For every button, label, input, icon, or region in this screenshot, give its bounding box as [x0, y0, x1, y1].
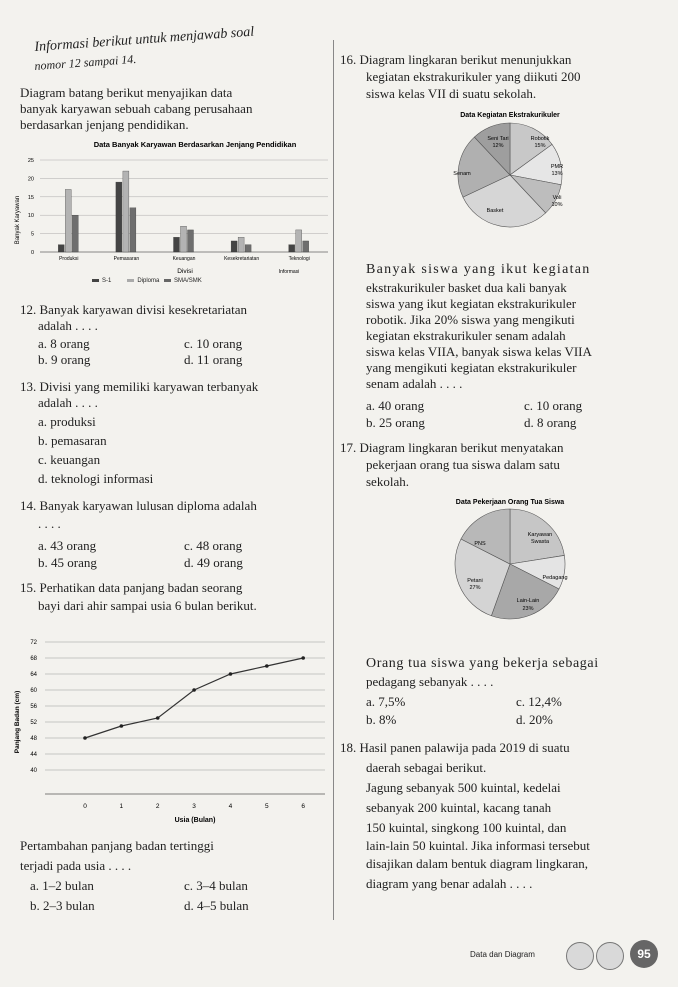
- bar-category-label: Produksi: [59, 256, 79, 262]
- q18-line-2: daerah sebagai berikut.: [366, 760, 487, 775]
- bar-chart-xlabel: Divisi: [177, 268, 193, 275]
- q17-after-2: pedagang sebanyak . . . .: [366, 674, 494, 689]
- line-xtick-label: 2: [155, 803, 160, 810]
- q12-option-c[interactable]: c. 10 orang: [184, 336, 243, 351]
- bar-keuangan-diploma: [181, 226, 187, 252]
- q15-option-d[interactable]: d. 4–5 bulan: [184, 898, 249, 913]
- footer-circle-2: [596, 942, 624, 970]
- line-ytick-label: 56: [30, 704, 37, 710]
- q13-option-d[interactable]: d. teknologi informasi: [38, 471, 154, 486]
- pie2-petani: Petani: [467, 578, 483, 584]
- bar-ytick-label: 25: [27, 158, 34, 164]
- intro-heading-1: Informasi berikut untuk menjawab soal: [34, 24, 255, 55]
- bar-keuangan-sma-smk: [188, 230, 194, 252]
- bar-produksi-sma-smk: [72, 215, 78, 252]
- q18-line-3: Jagung sebanyak 500 kuintal, kedelai: [366, 780, 561, 795]
- q16-stem-1: 16. Diagram lingkaran berikut menunjukkan: [340, 52, 572, 67]
- pie1-seni-pct: 12%: [492, 143, 504, 149]
- pie2-title: Data Pekerjaan Orang Tua Siswa: [455, 499, 565, 506]
- q13-stem-2: adalah . . . .: [38, 395, 98, 410]
- bar-ytick-label: 20: [27, 176, 34, 183]
- line-xtick-label: 5: [265, 803, 269, 810]
- q12-stem-1: 12. Banyak karyawan divisi kesekretariatan: [20, 302, 248, 317]
- line-xtick-label: 4: [228, 803, 233, 810]
- line-xtick-label: 3: [192, 803, 196, 810]
- line-ytick-label: 64: [30, 672, 37, 678]
- q14-option-c[interactable]: c. 48 orang: [184, 538, 243, 553]
- pie2-petani-pct: 27%: [469, 585, 481, 591]
- q12-option-b[interactable]: b. 9 orang: [38, 352, 91, 367]
- line-chart-xlabel: Usia (Bulan): [174, 817, 216, 824]
- q14-stem-1: 14. Banyak karyawan lulusan diploma adalah: [20, 498, 257, 513]
- line-point-month-1: [120, 724, 124, 728]
- q16-option-a[interactable]: a. 40 orang: [366, 398, 425, 413]
- bar-kesekretariatan-sma-smk: [245, 245, 251, 252]
- line-chart-ylabel: Panjang Badan (cm): [14, 690, 21, 754]
- q15-stem-1: 15. Perhatikan data panjang badan seorang: [20, 580, 243, 595]
- q16-option-c[interactable]: c. 10 orang: [524, 398, 583, 413]
- q18-line-7: disajikan dalam bentuk diagram lingkaran,: [366, 856, 589, 871]
- line-ytick-label: 72: [30, 640, 37, 646]
- line-ytick-label: 60: [30, 688, 37, 694]
- pie1-voli-label: Voli: [552, 195, 562, 201]
- line-point-month-4: [229, 672, 233, 676]
- q16-para-3: siswa yang ikut kegiatan ekstrakurikuler: [366, 296, 577, 311]
- q13-stem-1: 13. Divisi yang memiliki karyawan terbanyak: [20, 379, 259, 394]
- q12-stem-2: adalah . . . .: [38, 318, 98, 333]
- bar-ytick-label: 15: [27, 194, 34, 201]
- q18-line-8: diagram yang benar adalah . . . .: [366, 876, 533, 891]
- bar-chart: [10, 135, 330, 285]
- bar-chart-title: Data Banyak Karyawan Berdasarkan Jenjang Pendidikan: [93, 140, 297, 149]
- line-xtick-label: 0: [83, 803, 87, 810]
- q17-stem-3: sekolah.: [366, 474, 409, 489]
- q18-line-5: 150 kuintal, singkong 100 kuintal, dan: [366, 820, 567, 835]
- line-chart: [5, 632, 325, 827]
- q13-option-b[interactable]: b. pemasaran: [38, 433, 107, 448]
- intro-heading-2: nomor 12 sampai 14.: [34, 51, 137, 73]
- q17-option-d[interactable]: d. 20%: [516, 712, 553, 727]
- q16-para-2: ekstrakurikuler basket dua kali banyak: [366, 280, 567, 295]
- bar-category-label: Keuangan: [172, 256, 196, 262]
- pie1-robotik-label: Robotik: [530, 136, 550, 142]
- q17-stem-2: pekerjaan orang tua siswa dalam satu: [366, 457, 560, 472]
- q17-option-a[interactable]: a. 7,5%: [366, 694, 406, 709]
- bar-ytick-label: 0: [30, 250, 34, 256]
- bar-pemasaran-sma-smk: [130, 208, 136, 252]
- bar-teknologi-informasi-s-1: [289, 245, 295, 252]
- q14-option-b[interactable]: b. 45 orang: [38, 555, 97, 570]
- q16-option-b[interactable]: b. 25 orang: [366, 415, 425, 430]
- bar-chart-ylabel: Banyak Karyawan: [15, 195, 21, 245]
- legend-s1: S-1: [92, 278, 111, 284]
- q15-stem-2: bayi dari ahir sampai usia 6 bulan berikut.: [38, 598, 257, 613]
- q16-stem-2: kegiatan ekstrakurikuler yang diikuti 200: [366, 69, 581, 84]
- line-ytick-label: 44: [30, 752, 37, 758]
- bar-keuangan-s-1: [174, 237, 180, 252]
- column-divider: [333, 40, 334, 920]
- q15-after-2: terjadi pada usia . . . .: [20, 858, 132, 873]
- q17-stem-1: 17. Diagram lingkaran berikut menyatakan: [340, 440, 564, 455]
- q17-option-b[interactable]: b. 8%: [366, 712, 397, 727]
- q16-option-d[interactable]: d. 8 orang: [524, 415, 577, 430]
- q15-option-a[interactable]: a. 1–2 bulan: [30, 878, 94, 893]
- bar-produksi-s-1: [58, 245, 64, 252]
- pie2-pns: PNS: [474, 541, 486, 547]
- intro-line-1: Diagram batang berikut menyajikan data: [20, 85, 233, 100]
- bar-chart-cat-extra: Informasi: [278, 269, 300, 275]
- q14-stem-2: . . . .: [38, 516, 61, 531]
- legend-diploma: Diploma SMA/SMK: [127, 278, 201, 284]
- intro-line-2: banyak karyawan sebuah cabang perusahaan: [20, 101, 253, 116]
- q15-option-c[interactable]: c. 3–4 bulan: [184, 878, 248, 893]
- line-point-month-3: [192, 688, 196, 692]
- line-ytick-label: 52: [30, 720, 37, 726]
- q16-para-8: senam adalah . . . .: [366, 376, 463, 391]
- bar-ytick-label: 10: [27, 213, 34, 220]
- bar-category-label: Pemasaran: [113, 256, 140, 262]
- q18-line-1: 18. Hasil panen palawija pada 2019 di suatu: [340, 740, 570, 755]
- bar-kesekretariatan-s-1: [231, 241, 237, 252]
- q17-after-1: Orang tua siswa yang bekerja sebagai: [366, 656, 599, 671]
- bar-pemasaran-diploma: [123, 171, 129, 252]
- pie-chart-pekerjaan: [380, 492, 660, 642]
- line-ytick-label: 68: [30, 656, 37, 662]
- q18-line-6: lain-lain 50 kuintal. Jika informasi tersebut: [366, 838, 590, 853]
- bar-produksi-diploma: [65, 189, 71, 252]
- q16-para-7: yang mengikuti kegiatan ekstrakurikuler: [366, 360, 577, 375]
- bar-category-label: Teknologi: [288, 256, 310, 262]
- q12-option-d[interactable]: d. 11 orang: [184, 352, 243, 367]
- line-series: [85, 658, 303, 738]
- pie1-voli-pct: 10%: [551, 202, 563, 208]
- footer-label: Data dan Diagram: [470, 950, 535, 959]
- pie1-basket-label: Basket: [486, 208, 504, 214]
- q14-option-a[interactable]: a. 43 orang: [38, 538, 97, 553]
- bar-chart-legend: [92, 278, 202, 284]
- q15-option-b[interactable]: b. 2–3 bulan: [30, 898, 95, 913]
- bar-ytick-label: 5: [30, 231, 34, 238]
- q12-option-a[interactable]: a. 8 orang: [38, 336, 90, 351]
- line-point-month-6: [301, 656, 305, 660]
- q13-option-a[interactable]: a. produksi: [38, 414, 96, 429]
- pie1-pmr-pct: 13%: [551, 171, 563, 177]
- q16-para-1: Banyak siswa yang ikut kegiatan: [366, 262, 591, 277]
- pie1-seni-label: Seni Tari: [487, 136, 509, 142]
- q16-para-4: robotik. Jika 20% siswa yang mengikuti: [366, 312, 575, 327]
- pie2-lain: Lain-Lain: [516, 598, 540, 604]
- pie1-senam-label: Senam: [453, 171, 471, 177]
- pie2-lain-pct: 23%: [522, 606, 534, 612]
- line-xtick-label: 6: [301, 803, 305, 810]
- line-ytick-label: 48: [30, 736, 37, 742]
- line-ytick-label: 40: [30, 768, 37, 774]
- footer-circle-1: [566, 942, 594, 970]
- intro-line-3: berdasarkan jenjang pendidikan.: [20, 117, 189, 132]
- q18-line-4: sebanyak 200 kuintal, kacang tanah: [366, 800, 552, 815]
- q16-para-5: kegiatan ekstrakurikuler senam adalah: [366, 328, 566, 343]
- bar-pemasaran-s-1: [116, 182, 122, 252]
- line-point-month-5: [265, 664, 269, 668]
- bar-teknologi-informasi-diploma: [296, 230, 302, 252]
- pie2-karyawan-1: Karyawan: [527, 532, 553, 538]
- pie2-pedagang: Pedagang: [542, 575, 568, 581]
- pie1-robotik-pct: 15%: [534, 143, 546, 149]
- q15-after-1: Pertambahan panjang badan tertinggi: [20, 838, 214, 853]
- q13-option-c[interactable]: c. keuangan: [38, 452, 101, 467]
- pie1-title: Data Kegiatan Ekstrakurikuler: [460, 112, 560, 119]
- pie-chart-ekstrakurikuler: [380, 105, 660, 260]
- pie1-pmr-label: PMR: [550, 164, 564, 170]
- q14-option-d[interactable]: d. 49 orang: [184, 555, 243, 570]
- bar-category-label: Kesekretariatan: [224, 256, 260, 262]
- q16-para-6: siswa kelas VIIA, banyak siswa kelas VIIA: [366, 344, 592, 359]
- line-point-month-2: [156, 716, 160, 720]
- q17-option-c[interactable]: c. 12,4%: [516, 694, 562, 709]
- page-number: 95: [630, 940, 658, 968]
- pie2-karyawan-2: Swasta: [530, 539, 550, 545]
- line-point-month-0: [83, 736, 87, 740]
- line-xtick-label: 1: [119, 803, 124, 810]
- q16-stem-3: siswa kelas VII di suatu sekolah.: [366, 86, 537, 101]
- bar-kesekretariatan-diploma: [238, 237, 244, 252]
- bar-teknologi-informasi-sma-smk: [303, 241, 309, 252]
